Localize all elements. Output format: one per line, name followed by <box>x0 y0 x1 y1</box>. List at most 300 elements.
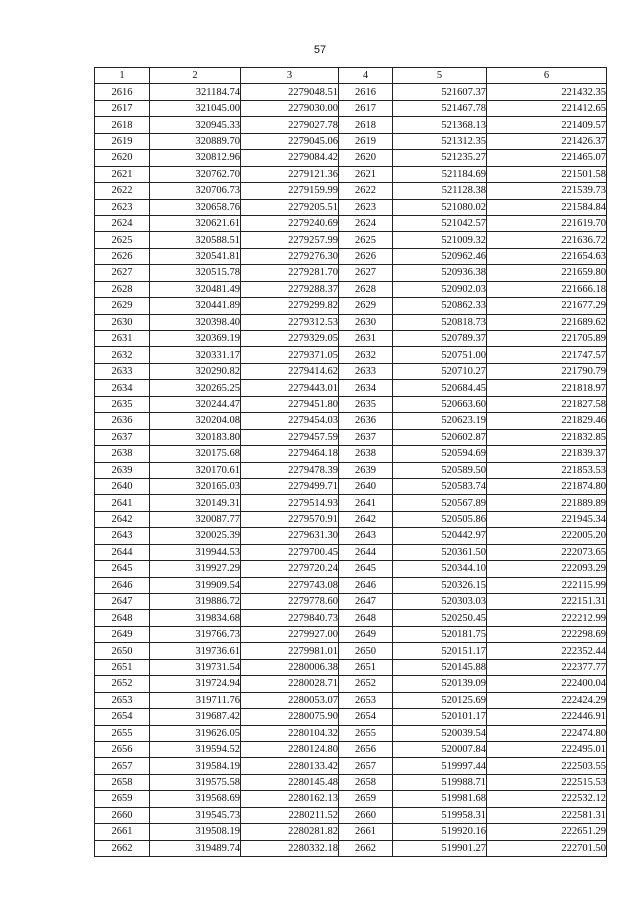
table-cell: 2279329.05 <box>241 331 339 347</box>
table-cell: 2279257.99 <box>241 232 339 248</box>
table-cell: 520684.45 <box>393 380 487 396</box>
table-cell: 221790.79 <box>487 363 607 379</box>
table-cell: 2627 <box>95 265 150 281</box>
table-cell: 2617 <box>339 100 393 116</box>
table-cell: 2280053.07 <box>241 692 339 708</box>
table-cell: 520936.38 <box>393 265 487 281</box>
table-cell: 2638 <box>95 446 150 462</box>
table-cell: 319766.73 <box>150 626 241 642</box>
table-row <box>95 561 607 577</box>
table-cell: 320762.70 <box>150 166 241 182</box>
table-cell: 320369.19 <box>150 331 241 347</box>
table-cell: 520583.74 <box>393 478 487 494</box>
table-cell: 521235.27 <box>393 150 487 166</box>
table-cell: 2655 <box>339 725 393 741</box>
table-row <box>95 347 607 363</box>
table-cell: 319834.68 <box>150 610 241 626</box>
table-cell: 2648 <box>339 610 393 626</box>
table-cell: 222446.91 <box>487 709 607 725</box>
table-cell: 521080.02 <box>393 199 487 215</box>
table-cell: 221747.57 <box>487 347 607 363</box>
table-cell: 2636 <box>339 413 393 429</box>
table-cell: 519901.27 <box>393 840 487 856</box>
table-cell: 2279499.71 <box>241 478 339 494</box>
table-cell: 2639 <box>95 462 150 478</box>
table-cell: 2279720.24 <box>241 561 339 577</box>
table-cell: 2279414.62 <box>241 363 339 379</box>
table-row <box>95 709 607 725</box>
table-cell: 319594.52 <box>150 741 241 757</box>
table-row <box>95 840 607 856</box>
table-cell: 221829.46 <box>487 413 607 429</box>
table-cell: 521128.38 <box>393 183 487 199</box>
table-cell: 2647 <box>95 594 150 610</box>
table-cell: 519958.31 <box>393 807 487 823</box>
table-cell: 320658.76 <box>150 199 241 215</box>
table-cell: 221539.73 <box>487 183 607 199</box>
column-header: 1 <box>95 68 150 84</box>
table-cell: 2621 <box>95 166 150 182</box>
table-cell: 221619.70 <box>487 215 607 231</box>
table-cell: 221818.97 <box>487 380 607 396</box>
table-row <box>95 314 607 330</box>
table-cell: 2640 <box>95 478 150 494</box>
table-cell: 2645 <box>339 561 393 577</box>
table-cell: 2654 <box>339 709 393 725</box>
table-cell: 520567.89 <box>393 495 487 511</box>
table-cell: 221874.80 <box>487 478 607 494</box>
table-row <box>95 331 607 347</box>
table-cell: 221689.62 <box>487 314 607 330</box>
table-row <box>95 215 607 231</box>
table-cell: 2661 <box>95 824 150 840</box>
table-cell: 222115.99 <box>487 577 607 593</box>
table-cell: 521312.35 <box>393 133 487 149</box>
table-row <box>95 380 607 396</box>
table-cell: 319489.74 <box>150 840 241 856</box>
table-cell: 320025.39 <box>150 528 241 544</box>
table-cell: 320244.47 <box>150 396 241 412</box>
table-cell: 221666.18 <box>487 281 607 297</box>
table-cell: 320165.03 <box>150 478 241 494</box>
table-row <box>95 807 607 823</box>
table-cell: 2653 <box>95 692 150 708</box>
table-row <box>95 150 607 166</box>
table-cell: 222701.50 <box>487 840 607 856</box>
table-cell: 2279454.03 <box>241 413 339 429</box>
table-cell: 2656 <box>339 741 393 757</box>
table-cell: 2280145.48 <box>241 774 339 790</box>
table-cell: 520101.17 <box>393 709 487 725</box>
table-cell: 2627 <box>339 265 393 281</box>
table-cell: 2279276.30 <box>241 248 339 264</box>
table-cell: 319568.69 <box>150 791 241 807</box>
table-cell: 520710.27 <box>393 363 487 379</box>
table-cell: 2279281.70 <box>241 265 339 281</box>
table-cell: 2658 <box>95 774 150 790</box>
table-cell: 520442.97 <box>393 528 487 544</box>
table-cell: 2651 <box>95 659 150 675</box>
table-cell: 2658 <box>339 774 393 790</box>
table-cell: 320149.31 <box>150 495 241 511</box>
table-cell: 2633 <box>339 363 393 379</box>
table-cell: 2280028.71 <box>241 676 339 692</box>
table-cell: 2616 <box>95 84 150 100</box>
table-cell: 222352.44 <box>487 643 607 659</box>
table-cell: 520962.46 <box>393 248 487 264</box>
table-cell: 321184.74 <box>150 84 241 100</box>
table-cell: 2620 <box>339 150 393 166</box>
table-row <box>95 659 607 675</box>
table-cell: 221412.65 <box>487 100 607 116</box>
table-row <box>95 741 607 757</box>
table-cell: 2645 <box>95 561 150 577</box>
table-cell: 222005.20 <box>487 528 607 544</box>
table-cell: 320706.73 <box>150 183 241 199</box>
table-cell: 2660 <box>95 807 150 823</box>
table-row <box>95 478 607 494</box>
table-row <box>95 676 607 692</box>
table-cell: 520602.87 <box>393 429 487 445</box>
table-cell: 2618 <box>95 117 150 133</box>
table-cell: 520344.10 <box>393 561 487 577</box>
table-cell: 2652 <box>339 676 393 692</box>
table-cell: 2651 <box>339 659 393 675</box>
table-row <box>95 774 607 790</box>
table-cell: 221832.85 <box>487 429 607 445</box>
table-cell: 2280075.90 <box>241 709 339 725</box>
table-cell: 519988.71 <box>393 774 487 790</box>
table-cell: 2280133.42 <box>241 758 339 774</box>
table-cell: 221853.53 <box>487 462 607 478</box>
table-cell: 2637 <box>95 429 150 445</box>
table-cell: 2647 <box>339 594 393 610</box>
table-cell: 2635 <box>339 396 393 412</box>
table-cell: 222212.99 <box>487 610 607 626</box>
table-cell: 2629 <box>95 298 150 314</box>
table-cell: 222474.80 <box>487 725 607 741</box>
table-cell: 2642 <box>95 511 150 527</box>
table-cell: 2279312.53 <box>241 314 339 330</box>
table-row <box>95 528 607 544</box>
table-cell: 319687.42 <box>150 709 241 725</box>
table-cell: 2619 <box>339 133 393 149</box>
table-cell: 521467.78 <box>393 100 487 116</box>
table-row <box>95 758 607 774</box>
table-cell: 520663.60 <box>393 396 487 412</box>
table-cell: 2632 <box>339 347 393 363</box>
table-cell: 222400.04 <box>487 676 607 692</box>
column-header: 3 <box>241 68 339 84</box>
table-cell: 2617 <box>95 100 150 116</box>
table-cell: 319626.05 <box>150 725 241 741</box>
table-cell: 2279045.06 <box>241 133 339 149</box>
table-cell: 319909.54 <box>150 577 241 593</box>
table-row <box>95 577 607 593</box>
table-cell: 520902.03 <box>393 281 487 297</box>
table-row <box>95 446 607 462</box>
table-cell: 319711.76 <box>150 692 241 708</box>
table-cell: 2642 <box>339 511 393 527</box>
table-row <box>95 544 607 560</box>
table-cell: 320621.61 <box>150 215 241 231</box>
table-cell: 2655 <box>95 725 150 741</box>
table-cell: 221827.58 <box>487 396 607 412</box>
table-cell: 221945.34 <box>487 511 607 527</box>
table-cell: 2279288.37 <box>241 281 339 297</box>
table-cell: 2619 <box>95 133 150 149</box>
table-cell: 2643 <box>95 528 150 544</box>
table-cell: 2279743.08 <box>241 577 339 593</box>
table-row <box>95 495 607 511</box>
table-cell: 2279840.73 <box>241 610 339 626</box>
table-cell: 221889.89 <box>487 495 607 511</box>
table-cell: 520623.19 <box>393 413 487 429</box>
table-cell: 2653 <box>339 692 393 708</box>
table-cell: 320515.78 <box>150 265 241 281</box>
table-cell: 2650 <box>95 643 150 659</box>
table-cell: 2633 <box>95 363 150 379</box>
table-cell: 520125.69 <box>393 692 487 708</box>
table-cell: 520751.00 <box>393 347 487 363</box>
table-cell: 2656 <box>95 741 150 757</box>
table-row <box>95 100 607 116</box>
table-cell: 2623 <box>339 199 393 215</box>
table-cell: 2621 <box>339 166 393 182</box>
table-row <box>95 429 607 445</box>
table-cell: 2624 <box>95 215 150 231</box>
table-row <box>95 396 607 412</box>
table-cell: 520139.09 <box>393 676 487 692</box>
table-cell: 2638 <box>339 446 393 462</box>
table-cell: 2662 <box>95 840 150 856</box>
column-header: 5 <box>393 68 487 84</box>
table-cell: 2279030.00 <box>241 100 339 116</box>
table-cell: 222532.12 <box>487 791 607 807</box>
table-cell: 520303.03 <box>393 594 487 610</box>
table-cell: 222424.29 <box>487 692 607 708</box>
table-cell: 2659 <box>95 791 150 807</box>
table-cell: 2279464.18 <box>241 446 339 462</box>
table-cell: 520594.69 <box>393 446 487 462</box>
table-cell: 2279778.60 <box>241 594 339 610</box>
table-cell: 221654.63 <box>487 248 607 264</box>
table-cell: 2280006.38 <box>241 659 339 675</box>
table-cell: 2640 <box>339 478 393 494</box>
table-cell: 2636 <box>95 413 150 429</box>
table-row <box>95 791 607 807</box>
column-header: 6 <box>487 68 607 84</box>
table-cell: 520589.50 <box>393 462 487 478</box>
table-body <box>95 84 607 857</box>
table-cell: 320290.82 <box>150 363 241 379</box>
table-cell: 320588.51 <box>150 232 241 248</box>
table-row <box>95 363 607 379</box>
table-cell: 222651.29 <box>487 824 607 840</box>
table-cell: 2631 <box>95 331 150 347</box>
table-cell: 2279027.78 <box>241 117 339 133</box>
table-cell: 221465.07 <box>487 150 607 166</box>
table-cell: 320087.77 <box>150 511 241 527</box>
table-cell: 221677.29 <box>487 298 607 314</box>
table-cell: 520818.73 <box>393 314 487 330</box>
table-cell: 2630 <box>339 314 393 330</box>
table-cell: 519920.16 <box>393 824 487 840</box>
table-cell: 2616 <box>339 84 393 100</box>
table-cell: 2649 <box>339 626 393 642</box>
table-cell: 2657 <box>339 758 393 774</box>
table-cell: 321045.00 <box>150 100 241 116</box>
table-row <box>95 824 607 840</box>
table-cell: 319944.53 <box>150 544 241 560</box>
table-cell: 221409.57 <box>487 117 607 133</box>
table-cell: 2629 <box>339 298 393 314</box>
table-cell: 221426.37 <box>487 133 607 149</box>
table-cell: 2279048.51 <box>241 84 339 100</box>
table-cell: 2632 <box>95 347 150 363</box>
table-cell: 520039.54 <box>393 725 487 741</box>
table-cell: 222503.55 <box>487 758 607 774</box>
table-cell: 2280332.18 <box>241 840 339 856</box>
table-cell: 2279700.45 <box>241 544 339 560</box>
table-cell: 2649 <box>95 626 150 642</box>
table-cell: 2279299.82 <box>241 298 339 314</box>
table-cell: 2637 <box>339 429 393 445</box>
table-cell: 2279443.01 <box>241 380 339 396</box>
table-row <box>95 511 607 527</box>
table-row <box>95 626 607 642</box>
table-cell: 519981.68 <box>393 791 487 807</box>
table-cell: 2654 <box>95 709 150 725</box>
table-cell: 319736.61 <box>150 643 241 659</box>
table-cell: 320204.08 <box>150 413 241 429</box>
table-cell: 2279631.30 <box>241 528 339 544</box>
table-cell: 521368.13 <box>393 117 487 133</box>
table-row <box>95 248 607 264</box>
table-cell: 2279371.05 <box>241 347 339 363</box>
table-cell: 2625 <box>95 232 150 248</box>
table-cell: 221839.37 <box>487 446 607 462</box>
table-row <box>95 725 607 741</box>
table-cell: 2626 <box>339 248 393 264</box>
table-cell: 2641 <box>95 495 150 511</box>
table-cell: 2279570.91 <box>241 511 339 527</box>
table-cell: 222581.31 <box>487 807 607 823</box>
table-cell: 2646 <box>95 577 150 593</box>
table-cell: 2628 <box>339 281 393 297</box>
table-cell: 320945.33 <box>150 117 241 133</box>
table-row <box>95 692 607 708</box>
table-cell: 2279159.99 <box>241 183 339 199</box>
table-cell: 222298.69 <box>487 626 607 642</box>
table-cell: 2634 <box>339 380 393 396</box>
table-cell: 222495.01 <box>487 741 607 757</box>
table-cell: 2279205.51 <box>241 199 339 215</box>
table-cell: 320812.96 <box>150 150 241 166</box>
table-cell: 2279451.80 <box>241 396 339 412</box>
table-cell: 2280281.82 <box>241 824 339 840</box>
table-cell: 319731.54 <box>150 659 241 675</box>
table-row <box>95 281 607 297</box>
table-cell: 520007.84 <box>393 741 487 757</box>
table-cell: 521184.69 <box>393 166 487 182</box>
table-row <box>95 610 607 626</box>
table-cell: 319724.94 <box>150 676 241 692</box>
table-row <box>95 298 607 314</box>
table-cell: 2634 <box>95 380 150 396</box>
table-cell: 2635 <box>95 396 150 412</box>
table-cell: 2279478.39 <box>241 462 339 478</box>
table-cell: 520862.33 <box>393 298 487 314</box>
table-cell: 2626 <box>95 248 150 264</box>
table-cell: 320183.80 <box>150 429 241 445</box>
table-cell: 320889.70 <box>150 133 241 149</box>
table-cell: 221432.35 <box>487 84 607 100</box>
table-cell: 319575.58 <box>150 774 241 790</box>
column-header: 2 <box>150 68 241 84</box>
table-row <box>95 84 607 100</box>
table-cell: 520326.15 <box>393 577 487 593</box>
table-row <box>95 462 607 478</box>
table-cell: 319927.29 <box>150 561 241 577</box>
table-cell: 520505.86 <box>393 511 487 527</box>
table-row <box>95 413 607 429</box>
table-cell: 320541.81 <box>150 248 241 264</box>
table-cell: 2652 <box>95 676 150 692</box>
table-cell: 2279084.42 <box>241 150 339 166</box>
table-cell: 320331.17 <box>150 347 241 363</box>
table-cell: 320481.49 <box>150 281 241 297</box>
table-cell: 2639 <box>339 462 393 478</box>
table-cell: 320175.68 <box>150 446 241 462</box>
table-cell: 320265.25 <box>150 380 241 396</box>
table-cell: 2641 <box>339 495 393 511</box>
table-cell: 320170.61 <box>150 462 241 478</box>
table-cell: 319508.19 <box>150 824 241 840</box>
table-cell: 2662 <box>339 840 393 856</box>
table-cell: 2661 <box>339 824 393 840</box>
table-cell: 221636.72 <box>487 232 607 248</box>
table-cell: 319545.73 <box>150 807 241 823</box>
table-cell: 2631 <box>339 331 393 347</box>
table-cell: 221501.58 <box>487 166 607 182</box>
table-cell: 520181.75 <box>393 626 487 642</box>
table-row <box>95 133 607 149</box>
table-cell: 520361.50 <box>393 544 487 560</box>
table-cell: 222073.65 <box>487 544 607 560</box>
table-cell: 222151.31 <box>487 594 607 610</box>
table-cell: 221584.84 <box>487 199 607 215</box>
table-cell: 2644 <box>95 544 150 560</box>
table-cell: 2279457.59 <box>241 429 339 445</box>
table-cell: 2279121.36 <box>241 166 339 182</box>
table-row <box>95 643 607 659</box>
table-cell: 221659.80 <box>487 265 607 281</box>
table-cell: 2630 <box>95 314 150 330</box>
table-cell: 2657 <box>95 758 150 774</box>
table-row <box>95 232 607 248</box>
table-cell: 520789.37 <box>393 331 487 347</box>
table-cell: 2620 <box>95 150 150 166</box>
table-cell: 320441.89 <box>150 298 241 314</box>
table-cell: 2280124.80 <box>241 741 339 757</box>
table-header-row <box>95 68 607 84</box>
table-cell: 2280211.52 <box>241 807 339 823</box>
table-cell: 521042.57 <box>393 215 487 231</box>
table-row <box>95 166 607 182</box>
table-cell: 2280104.32 <box>241 725 339 741</box>
table-cell: 221705.89 <box>487 331 607 347</box>
